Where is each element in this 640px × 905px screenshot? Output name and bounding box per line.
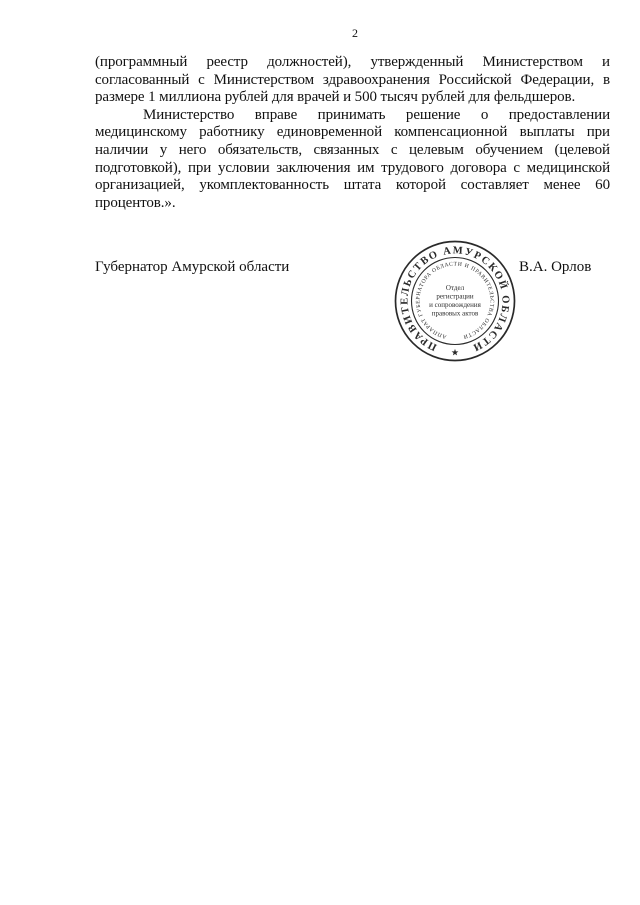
- paragraph-2: [95, 107, 610, 213]
- seal-center-line: Отдел: [445, 284, 465, 292]
- text-line: наличии у него обязательств, связанных с целевым обучением (целевой: [95, 141, 610, 158]
- seal-inner-text-path: АППАРАТ ГУБЕРНАТОРА ОБЛАСТИ И ПРАВИТЕЛЬСТВА ОБЛАСТИ: [415, 261, 495, 340]
- text-line: организацией, укомплектованность штата которой составляет менее 60: [95, 177, 610, 194]
- star-icon: [452, 349, 459, 356]
- signatory-position: Губернатор Амурской области: [95, 259, 290, 275]
- text-line: медицинскому работнику единовременной компенсационной выплаты при: [95, 124, 610, 141]
- text-line: подготовкой), при условии заключения им трудового договора с медицинской: [95, 159, 610, 176]
- seal-ink: [396, 242, 515, 361]
- text-line: процентов.».: [95, 194, 176, 211]
- seal-center-line: правовых актов: [431, 309, 479, 318]
- page-number: 2: [352, 26, 358, 40]
- paragraph-1: [95, 54, 610, 107]
- text-line: согласованный с Министерством здравоохранения Российской Федерации, в: [95, 71, 610, 88]
- seal-center-line: регистрации: [436, 292, 474, 301]
- official-seal: [393, 239, 517, 363]
- seal-center-line: и сопровождения: [429, 301, 481, 309]
- seal-outer-text-path: ПРАВИТЕЛЬСТВО АМУРСКОЙ ОБЛАСТИ: [399, 245, 511, 353]
- text-line: (программный реестр должностей), утвержденный Министерством и: [95, 54, 610, 70]
- text-line: размере 1 миллиона рублей для врачей и 500 тысяч рублей для фельдшеров.: [95, 89, 576, 106]
- text-line: Министерство вправе принимать решение о предоставлении: [143, 106, 610, 123]
- signatory-name: В.А. Орлов: [519, 259, 592, 275]
- document-body: [95, 54, 610, 212]
